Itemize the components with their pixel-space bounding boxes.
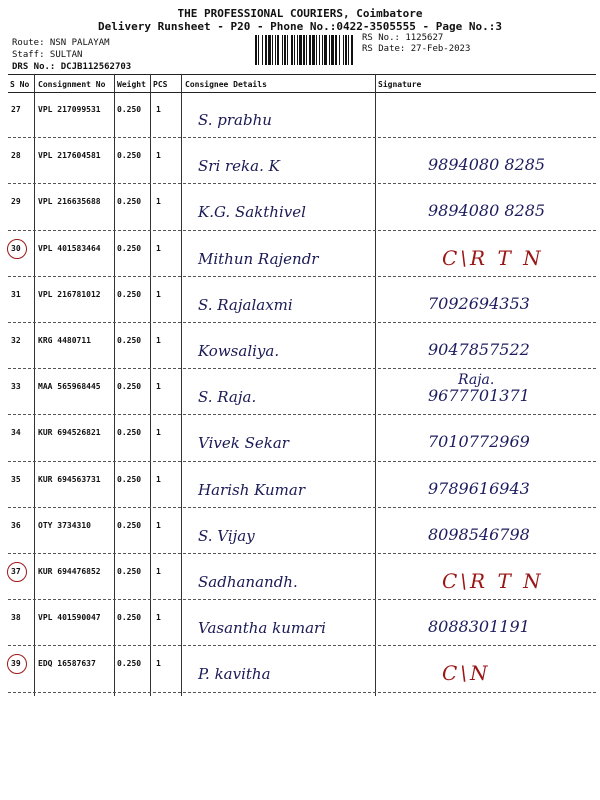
circled-row-number	[7, 654, 27, 674]
col-header-pcs: PCS	[153, 80, 168, 89]
row-consignee-name: Mithun Rajendr	[198, 249, 319, 268]
row-consignee-name: Sadhanandh.	[198, 573, 298, 591]
row-divider	[8, 183, 596, 184]
row-divider	[8, 276, 596, 277]
row-phone: 8098546798	[428, 524, 530, 544]
row-consignee-name: Vivek Sekar	[198, 434, 289, 453]
row-divider	[8, 137, 596, 138]
table-header-border	[8, 92, 596, 93]
row-weight: 0.250	[117, 428, 142, 438]
row-pcs: 1	[156, 243, 161, 253]
row-sno: 27	[11, 105, 21, 114]
col-header-consignment: Consignment No	[38, 80, 106, 89]
row-consignment-no: MAA 565968445	[38, 382, 101, 392]
row-consignee-name: Harish Kumar	[198, 480, 305, 499]
row-weight: 0.250	[117, 336, 142, 345]
drs-label: DRS No.: DCJB112562703	[12, 62, 132, 72]
row-pcs: 1	[156, 289, 161, 299]
row-phone: 9677701371	[428, 386, 530, 406]
row-consignee-name: S. Vijay	[198, 526, 255, 545]
row-consignment-no: EDQ 16587637	[38, 659, 96, 669]
row-phone: 7092694353	[428, 293, 530, 313]
row-sno: 35	[11, 474, 21, 484]
row-weight: 0.250	[117, 382, 142, 392]
row-pcs: 1	[156, 336, 161, 345]
row-weight: 0.250	[117, 197, 142, 207]
circled-row-number	[7, 239, 27, 259]
row-weight: 0.250	[117, 520, 142, 530]
row-consignment-no: VPL 217604581	[38, 151, 101, 161]
col-header-signature: Signature	[378, 80, 422, 89]
row-weight: 0.250	[117, 151, 142, 161]
row-consignment-no: VPL 401590047	[38, 613, 101, 623]
row-sno: 28	[11, 151, 21, 161]
company-title: THE PROFESSIONAL COURIERS, Coimbatore	[177, 7, 423, 20]
row-weight: 0.250	[117, 659, 142, 669]
row-signature-text: Raja.	[458, 372, 495, 389]
col-divider	[375, 74, 376, 696]
row-consignment-no: KRG 4480711	[38, 336, 91, 345]
row-consignee-name: S. prabhu	[198, 111, 272, 129]
row-consignee-name: Sri reka. K	[198, 157, 280, 176]
row-divider	[8, 507, 596, 508]
row-pcs: 1	[156, 659, 161, 669]
row-consignment-no: KUR 694476852	[38, 567, 101, 576]
col-header-sno: S No	[10, 80, 30, 89]
row-pcs: 1	[156, 474, 161, 484]
row-sno: 37	[11, 567, 21, 576]
row-return-mark: C\N	[442, 661, 491, 686]
row-phone: 9789616943	[428, 478, 530, 498]
row-divider	[8, 461, 596, 462]
row-pcs: 1	[156, 428, 161, 438]
row-divider	[8, 553, 596, 554]
row-weight: 0.250	[117, 613, 142, 623]
row-divider	[8, 692, 596, 693]
row-divider	[8, 645, 596, 646]
col-header-consignee: Consignee Details	[185, 80, 267, 89]
row-consignment-no: VPL 401583464	[38, 243, 101, 253]
row-phone: 7010772969	[428, 432, 530, 452]
row-sno: 31	[11, 289, 21, 299]
row-pcs: 1	[156, 567, 161, 576]
row-weight: 0.250	[117, 567, 142, 576]
row-sno: 36	[11, 520, 21, 530]
col-divider	[181, 74, 182, 696]
col-divider	[150, 74, 151, 696]
row-consignee-name: K.G. Sakthivel	[198, 203, 306, 222]
row-sno: 30	[11, 243, 21, 253]
rs-date: RS Date: 27-Feb-2023	[362, 44, 471, 54]
row-weight: 0.250	[117, 289, 142, 299]
col-header-weight: Weight	[117, 80, 146, 89]
row-pcs: 1	[156, 382, 161, 392]
row-consignment-no: VPL 217099531	[38, 105, 101, 114]
row-divider	[8, 322, 596, 323]
row-consignment-no: KUR 694563731	[38, 474, 101, 484]
row-consignment-no: OTY 3734310	[38, 520, 91, 530]
table-top-border	[8, 74, 596, 75]
row-sno: 39	[11, 659, 21, 669]
row-divider	[8, 368, 596, 369]
barcode-image	[255, 35, 353, 65]
route-label: Route: NSN PALAYAM	[12, 38, 110, 48]
row-sno: 29	[11, 197, 21, 207]
row-phone: 8088301191	[428, 617, 530, 637]
row-phone: 9894080 8285	[428, 155, 546, 175]
row-consignee-name: S. Rajalaxmi	[198, 295, 293, 314]
row-sno: 38	[11, 613, 21, 623]
row-sno: 32	[11, 336, 21, 345]
row-sno: 34	[11, 428, 21, 438]
row-divider	[8, 230, 596, 231]
rs-number: RS No.: 1125627	[362, 33, 444, 43]
row-consignment-no: VPL 216635688	[38, 197, 101, 207]
row-consignee-name: Vasantha kumari	[198, 619, 326, 638]
row-weight: 0.250	[117, 243, 142, 253]
row-pcs: 1	[156, 520, 161, 530]
row-consignee-name: Kowsaliya.	[198, 342, 280, 360]
row-weight: 0.250	[117, 105, 142, 114]
row-return-mark: C\R T N	[442, 245, 544, 270]
circled-row-number	[7, 562, 27, 582]
row-consignment-no: KUR 694526821	[38, 428, 101, 438]
row-phone: 9047857522	[428, 340, 530, 359]
row-pcs: 1	[156, 197, 161, 207]
row-consignee-name: P. kavitha	[198, 665, 271, 684]
row-pcs: 1	[156, 613, 161, 623]
row-weight: 0.250	[117, 474, 142, 484]
runsheet-title: Delivery Runsheet - P20 - Phone No.:0422-3505555 - Page No.:3	[98, 20, 502, 33]
row-sno: 33	[11, 382, 21, 392]
row-consignment-no: VPL 216781012	[38, 289, 101, 299]
col-divider	[34, 74, 35, 696]
staff-label: Staff: SULTAN	[12, 50, 83, 60]
col-divider	[114, 74, 115, 696]
row-consignee-name: S. Raja.	[198, 388, 257, 407]
row-return-mark: C\R T N	[442, 569, 544, 593]
row-pcs: 1	[156, 151, 161, 161]
row-pcs: 1	[156, 105, 161, 114]
row-divider	[8, 414, 596, 415]
row-phone: 9894080 8285	[428, 201, 546, 221]
row-divider	[8, 599, 596, 600]
